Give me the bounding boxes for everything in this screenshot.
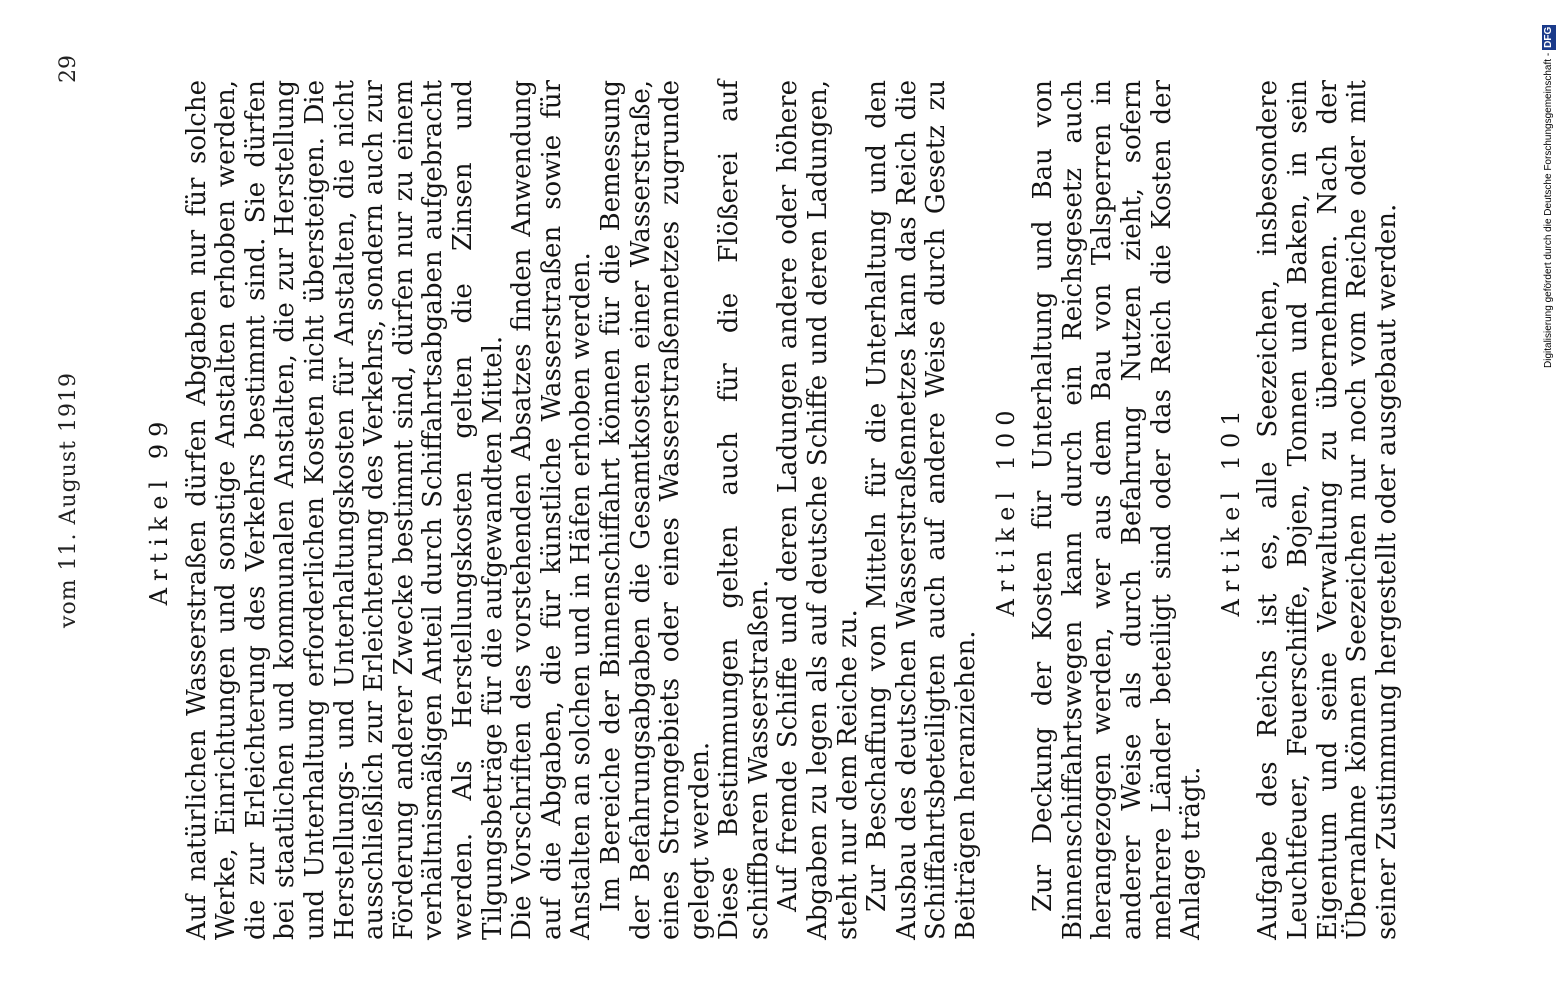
section-heading: Artikel 100 bbox=[991, 403, 1020, 617]
running-head-title: vom 11. August 1919 bbox=[56, 372, 81, 628]
running-head bbox=[56, 0, 96, 1000]
paragraph: Im Bereiche der Binnenschiffahrt können für die Bemessung der Befahrungsabgaben die Gesamtkosten einer Wasserstraße, eines Stromgebiets oder eines Wasserstraßennetzes zugrunde gelegt werden. bbox=[595, 80, 715, 940]
paragraph: Auf fremde Schiffe und deren Ladungen andere oder höhere Abgaben zu legen als auf deutsche Schiffe und deren Ladungen, steht nur dem Reiche zu. bbox=[773, 80, 863, 940]
page-number: 29 bbox=[56, 55, 81, 83]
paragraph: Zur Deckung der Kosten für Unterhaltung und Bau von Binnenschiffahrtswegen kann durch ein Reichsgesetz auch herangezogen werden, wer aus dem Bau von Talsperren in anderer Weise als durch Befahrung Nutzen zieht, sofern mehrere Länder beteiligt sind oder das Reich die Kosten der Anlage trägt. bbox=[1028, 80, 1207, 940]
paragraph: Auf natürlichen Wasserstraßen dürfen Abgaben nur für solche Werke, Einrichtungen und sonstige Anstalten erhoben werden, die zur Erleichterung des Verkehrs bestimmt sind. Sie dürfen bei staatlichen und kommunalen Anstalten, die zur Herstellung und Unterhaltung erforderlichen Kosten nicht übersteigen. Die Herstellungs- und Unterhaltungskosten für Anstalten, die nicht ausschließlich zur Erleichterung des Verkehrs, sondern auch zur Förderung anderer Zwecke bestimmt sind, dürfen nur zu einem verhältnismäßigen Anteil durch Schiffahrtsabgaben aufgebracht werden. Als Herstellungskosten gelten die Zinsen und Tilgungsbeträge für die aufgewandten Mittel. bbox=[181, 80, 508, 940]
section-heading: Artikel 101 bbox=[1216, 403, 1245, 617]
section-artikel-99 bbox=[145, 80, 982, 940]
paragraph: Diese Bestimmungen gelten auch für die Flößerei auf schiffbaren Wasserstraßen. bbox=[714, 80, 774, 940]
section-artikel-101 bbox=[1217, 80, 1403, 940]
section-heading: Artikel 99 bbox=[145, 414, 173, 606]
document-body bbox=[135, 80, 1402, 940]
digitization-note bbox=[1540, 8, 1558, 368]
paragraph: Zur Beschaffung von Mitteln für die Unterhaltung und den Ausbau des deutschen Wasserstraßennetzes kann das Reich die Schiffahrtsbeteiligten auch auf andere Weise durch Gesetz zu Beiträgen heranziehen. bbox=[862, 80, 982, 940]
digitization-note-text: Digitalisierung gefördert durch die Deutsche Forschungsgemeinschaft - bbox=[1543, 52, 1554, 368]
paragraph: Aufgabe des Reichs ist es, alle Seezeichen, insbesondere Leuchtfeuer, Feuerschiffe, Bojen, Tonnen und Baken, in sein Eigentum und seine Verwaltung zu übernehmen. Nach der Übernahme können Seezeichen nur noch vom Reiche oder mit seiner Zustimmung hergestellt oder ausgebaut werden. bbox=[1253, 80, 1402, 940]
section-artikel-100 bbox=[992, 80, 1207, 940]
paragraph: Die Vorschriften des vorstehenden Absatzes finden Anwendung auf die Abgaben, die für künstliche Wasserstraßen sowie für Anstalten an solchen und in Häfen erhoben werden. bbox=[507, 80, 597, 940]
dfg-logo: DFG bbox=[1543, 26, 1554, 48]
